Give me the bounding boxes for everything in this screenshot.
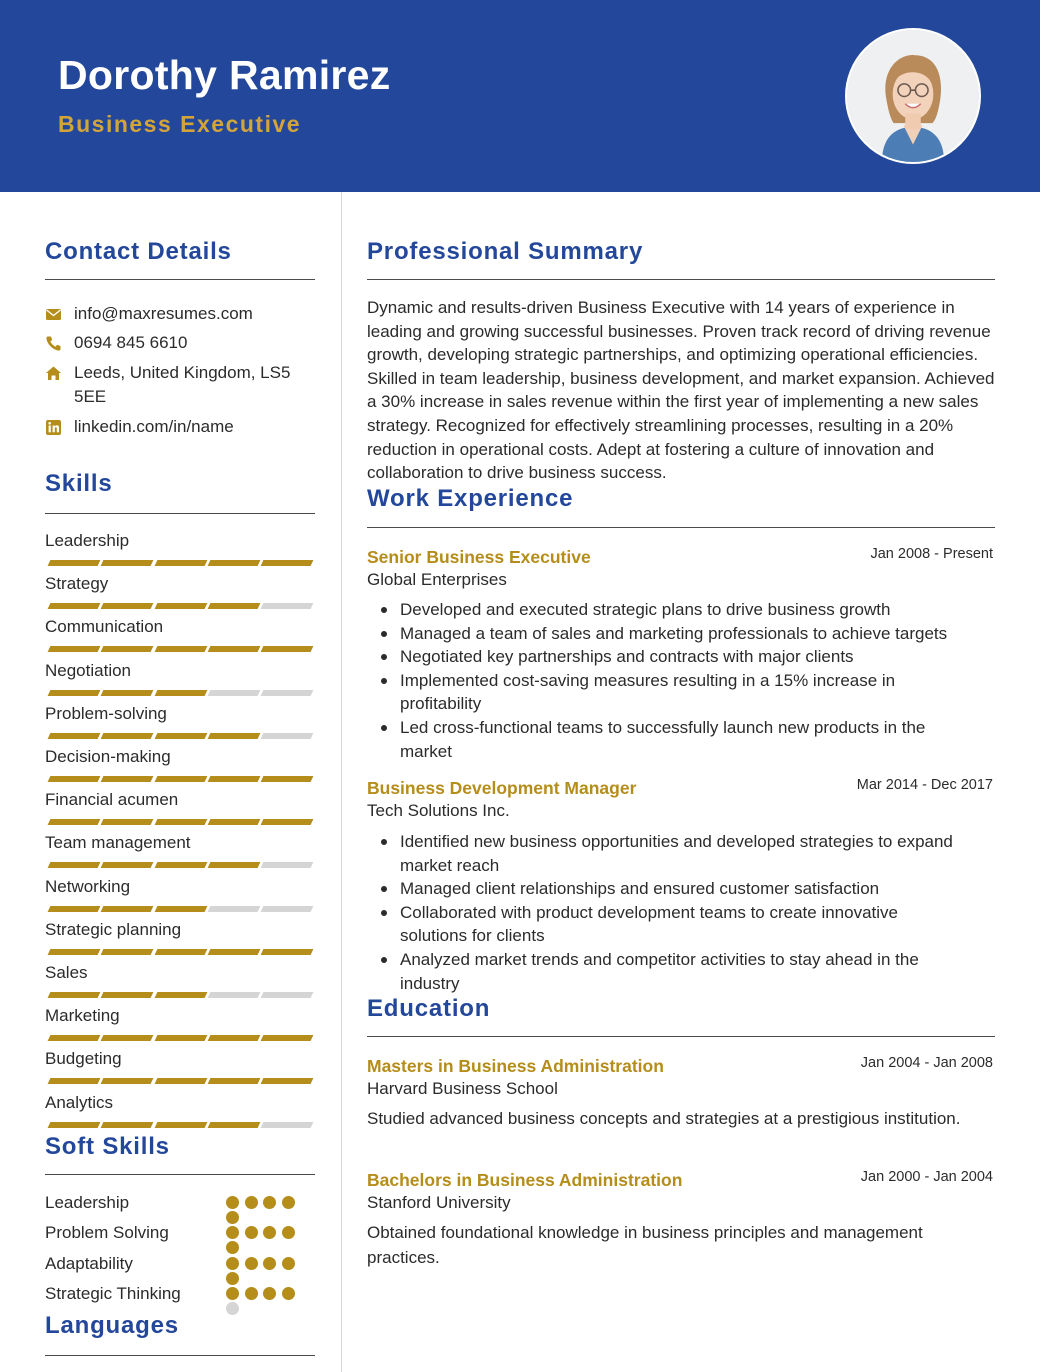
skill-segment-filled xyxy=(207,776,260,782)
rating-dot-filled xyxy=(263,1226,276,1239)
skill-segment-filled xyxy=(154,862,207,868)
rating-dot-filled xyxy=(226,1196,239,1209)
skill-segment-filled xyxy=(207,733,260,739)
skill-segment-filled xyxy=(154,992,207,998)
skill-name: Sales xyxy=(45,963,88,982)
rating-dot-filled xyxy=(282,1226,295,1239)
job-bullet: Negotiated key partnerships and contracts with major clients xyxy=(400,645,1000,669)
skill-segment-filled xyxy=(261,1035,314,1041)
job-bullets xyxy=(400,830,1000,995)
rating-dot-filled xyxy=(226,1257,239,1270)
degree-school: Stanford University xyxy=(367,1193,511,1212)
skill-segment-filled xyxy=(207,560,260,566)
skill-segment-filled xyxy=(207,949,260,955)
education-rule xyxy=(367,1036,995,1037)
skill-segment-filled xyxy=(48,603,101,609)
degree-title: Masters in Business Administration xyxy=(367,1056,664,1076)
rating-dot-filled xyxy=(245,1287,258,1300)
skill-segment-filled xyxy=(154,906,207,912)
degree-dates: Jan 2004 - Jan 2008 xyxy=(860,1055,993,1071)
rating-dot-empty xyxy=(226,1302,239,1315)
skill-name: Negotiation xyxy=(45,660,132,680)
skill-level-bar xyxy=(46,819,314,825)
skill-level-bar xyxy=(46,1122,314,1128)
skill-segment-filled xyxy=(154,603,207,609)
skill-segment-filled xyxy=(48,819,101,825)
rating-dot-filled xyxy=(263,1287,276,1300)
contact-linkedin-text: linkedin.com/in/name xyxy=(74,417,234,436)
contact-rule xyxy=(45,279,315,280)
skill-name: Communication xyxy=(45,617,164,637)
rating-dot-filled xyxy=(226,1211,239,1224)
skill-segment-filled xyxy=(101,949,154,955)
summary-heading: Professional Summary xyxy=(367,238,644,265)
skill-segment-filled xyxy=(207,1078,260,1084)
job-dates: Mar 2014 - Dec 2017 xyxy=(856,777,993,793)
degree-dates: Jan 2000 - Jan 2004 xyxy=(860,1169,993,1185)
job-bullet: Developed and executed strategic plans to drive business growth xyxy=(400,598,1000,622)
rating-dot-filled xyxy=(226,1287,239,1300)
skill-segment-filled xyxy=(101,560,154,566)
skill-name: Networking xyxy=(45,876,131,896)
skill-name: Strategic planning xyxy=(45,919,182,939)
skill-segment-filled xyxy=(101,1122,154,1128)
skill-segment-empty xyxy=(261,603,314,609)
skill-segment-filled xyxy=(154,690,207,696)
soft-skill-name: Problem Solving xyxy=(45,1223,169,1243)
skill-segment-filled xyxy=(261,560,314,566)
skill-segment-filled xyxy=(154,819,207,825)
skills-rule xyxy=(45,513,315,514)
skill-level-bar xyxy=(46,992,314,998)
skill-segment-filled xyxy=(101,733,154,739)
candidate-name: Dorothy Ramirez xyxy=(58,52,391,98)
skill-segment-filled xyxy=(207,646,260,652)
skill-segment-filled xyxy=(101,906,154,912)
contact-address-text: Leeds, United Kingdom, LS5 5EE xyxy=(74,363,291,406)
skill-level-bar xyxy=(46,690,314,696)
profile-photo xyxy=(845,28,981,164)
education-heading: Education xyxy=(367,995,491,1022)
soft-skill-name: Leadership xyxy=(45,1193,130,1212)
job-bullet: Managed a team of sales and marketing professionals to achieve targets xyxy=(400,622,1000,646)
job-company: Tech Solutions Inc. xyxy=(367,801,510,820)
contact-heading: Contact Details xyxy=(45,238,232,265)
summary-text: Dynamic and results-driven Business Executive with 14 years of experience in leading and growing successful businesses. Proven track record of driving revenue growth, developing strategic partnerships, and optimizing operational efficiencies. Skilled in team leadership, business development, and market expansion. Achieved a 30% increase in sales revenue within the first year of implementing a new sales strategy. Recognized for effectively streamlining processes, resulting in a 20% reduction in operational costs. Adept at fostering a culture of innovation and collaboration to drive business success. xyxy=(367,298,995,483)
skill-level-bar xyxy=(46,1035,314,1041)
skill-segment-filled xyxy=(261,776,314,782)
skill-segment-filled xyxy=(261,646,314,652)
skill-segment-filled xyxy=(101,603,154,609)
degree-school: Harvard Business School xyxy=(367,1079,558,1098)
skill-segment-empty xyxy=(261,906,314,912)
soft-skill-name: Strategic Thinking xyxy=(45,1283,181,1303)
job-bullet: Implemented cost-saving measures resulting in a 15% increase in profitability xyxy=(400,669,940,716)
job-bullet: Analyzed market trends and competitor activities to stay ahead in the industry xyxy=(400,948,970,995)
skill-segment-empty xyxy=(207,690,260,696)
skill-segment-filled xyxy=(48,1122,101,1128)
skill-segment-empty xyxy=(261,733,314,739)
job-title: Senior Business Executive xyxy=(367,547,591,567)
skill-segment-filled xyxy=(101,862,154,868)
experience-rule xyxy=(367,527,995,528)
skill-segment-filled xyxy=(207,1035,260,1041)
skill-segment-filled xyxy=(48,733,101,739)
skill-segment-filled xyxy=(101,646,154,652)
skill-segment-filled xyxy=(207,819,260,825)
skills-heading: Skills xyxy=(45,470,113,497)
skill-segment-empty xyxy=(207,992,260,998)
job-dates: Jan 2008 - Present xyxy=(870,546,993,562)
skill-segment-filled xyxy=(154,560,207,566)
skill-segment-filled xyxy=(101,690,154,696)
soft-skills-heading: Soft Skills xyxy=(45,1133,170,1160)
rating-dot-filled xyxy=(245,1257,258,1270)
skill-segment-filled xyxy=(154,776,207,782)
job-bullet: Managed client relationships and ensured customer satisfaction xyxy=(400,877,1000,901)
skill-segment-filled xyxy=(207,1122,260,1128)
rating-dot-filled xyxy=(263,1196,276,1209)
skill-segment-empty xyxy=(261,992,314,998)
rating-dot-filled xyxy=(245,1196,258,1209)
job-company: Global Enterprises xyxy=(367,570,507,589)
job-bullet: Collaborated with product development teams to create innovative solutions for clients xyxy=(400,901,960,948)
soft-skill-name: Adaptability xyxy=(45,1253,133,1273)
skill-segment-filled xyxy=(48,776,101,782)
skill-segment-filled xyxy=(101,776,154,782)
rating-dot-filled xyxy=(263,1257,276,1270)
skill-segment-empty xyxy=(261,862,314,868)
skill-name: Team management xyxy=(45,833,191,853)
soft-skills-rule xyxy=(45,1174,315,1175)
languages-heading: Languages xyxy=(45,1312,179,1339)
skill-name: Analytics xyxy=(45,1092,114,1112)
skill-segment-filled xyxy=(48,646,101,652)
rating-dot-filled xyxy=(226,1272,239,1285)
skill-level-bar xyxy=(46,733,314,739)
skill-segment-filled xyxy=(48,992,101,998)
skill-segment-filled xyxy=(48,862,101,868)
skill-segment-empty xyxy=(261,1122,314,1128)
rating-dot-filled xyxy=(282,1196,295,1209)
contact-phone-text: 0694 845 6610 xyxy=(74,333,188,352)
experience-heading: Work Experience xyxy=(367,485,574,512)
degree-title: Bachelors in Business Administration xyxy=(367,1170,683,1190)
job-bullet: Identified new business opportunities and developed strategies to expand market reach xyxy=(400,830,992,877)
skill-segment-filled xyxy=(154,1035,207,1041)
column-divider xyxy=(341,192,342,1372)
skill-level-bar xyxy=(46,949,314,955)
skill-name: Leadership xyxy=(45,531,130,550)
contact-email-text: info@maxresumes.com xyxy=(74,304,253,323)
skill-segment-filled xyxy=(207,862,260,868)
skill-level-bar xyxy=(46,862,314,868)
skill-segment-filled xyxy=(207,603,260,609)
rating-dot-filled xyxy=(282,1287,295,1300)
skill-segment-filled xyxy=(101,1078,154,1084)
skill-segment-filled xyxy=(48,1035,101,1041)
rating-dot-filled xyxy=(245,1226,258,1239)
degree-description: Obtained foundational knowledge in business principles and management practices. xyxy=(367,1223,923,1267)
skill-segment-empty xyxy=(261,690,314,696)
skill-level-bar xyxy=(46,646,314,652)
job-title: Business Development Manager xyxy=(367,778,637,798)
rating-dot-filled xyxy=(226,1241,239,1254)
skill-segment-filled xyxy=(154,1078,207,1084)
home-icon xyxy=(45,365,62,382)
degree-description: Studied advanced business concepts and strategies at a prestigious institution. xyxy=(367,1109,961,1128)
skill-segment-filled xyxy=(261,949,314,955)
skill-level-bar xyxy=(46,560,314,566)
skill-segment-filled xyxy=(101,1035,154,1041)
skill-segment-filled xyxy=(154,733,207,739)
skill-name: Problem-solving xyxy=(45,703,167,723)
languages-rule xyxy=(45,1355,315,1356)
skill-name: Marketing xyxy=(45,1006,120,1026)
skill-segment-filled xyxy=(48,560,101,566)
skill-level-bar xyxy=(46,776,314,782)
job-bullets xyxy=(400,598,1000,763)
skill-segment-filled xyxy=(154,1122,207,1128)
skill-name: Decision-making xyxy=(45,747,171,766)
linkedin-icon xyxy=(45,419,62,436)
envelope-icon xyxy=(45,306,62,323)
skill-segment-filled xyxy=(154,646,207,652)
skill-name: Strategy xyxy=(45,574,109,594)
summary-rule xyxy=(367,279,995,280)
skill-segment-filled xyxy=(261,1078,314,1084)
candidate-role: Business Executive xyxy=(58,111,302,137)
skill-level-bar xyxy=(46,1078,314,1084)
skill-segment-filled xyxy=(48,1078,101,1084)
job-bullet: Led cross-functional teams to successfully launch new products in the market xyxy=(400,716,980,763)
skill-segment-filled xyxy=(48,690,101,696)
skill-segment-filled xyxy=(101,992,154,998)
skill-segment-filled xyxy=(48,906,101,912)
skill-segment-empty xyxy=(207,906,260,912)
rating-dot-filled xyxy=(226,1226,239,1239)
profile-photo-icon xyxy=(847,30,979,162)
skill-segment-filled xyxy=(48,949,101,955)
skill-level-bar xyxy=(46,603,314,609)
skill-segment-filled xyxy=(154,949,207,955)
skill-name: Budgeting xyxy=(45,1049,122,1069)
skill-name: Financial acumen xyxy=(45,790,179,810)
rating-dot-filled xyxy=(282,1257,295,1270)
phone-icon xyxy=(45,335,62,352)
skill-level-bar xyxy=(46,906,314,912)
skill-segment-filled xyxy=(261,819,314,825)
header-banner xyxy=(0,0,1040,192)
skill-segment-filled xyxy=(101,819,154,825)
